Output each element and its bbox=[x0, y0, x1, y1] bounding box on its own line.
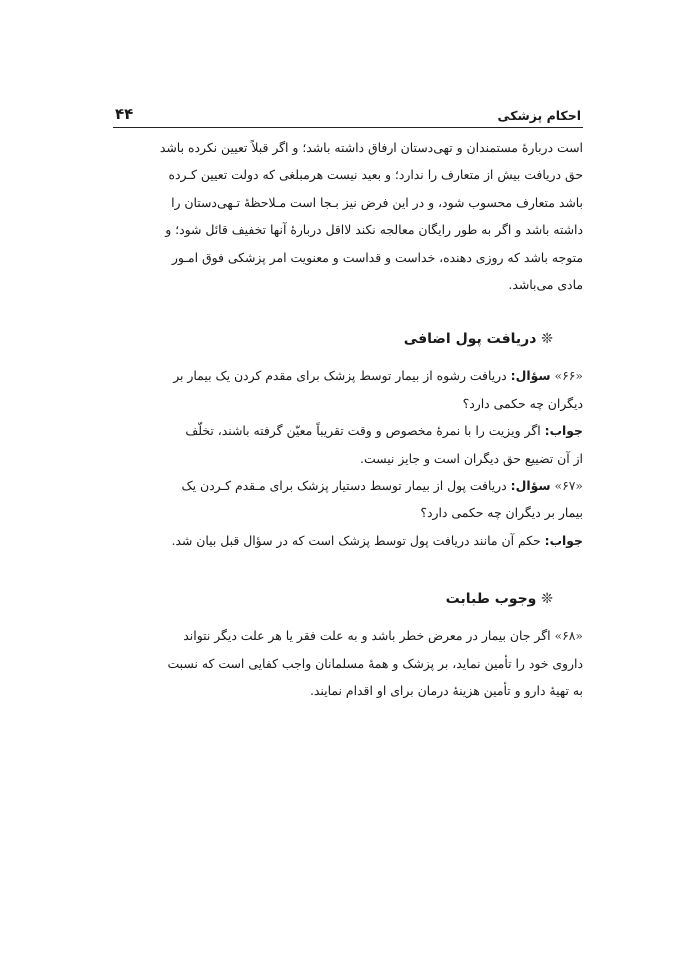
answer-66 bbox=[113, 417, 583, 444]
ruling-68 bbox=[113, 622, 583, 704]
ruling-number: «۶۸» bbox=[554, 628, 583, 644]
ruling-68-cont: داروی خود را تأمین نماید، بر پزشک و همۀ مسلمانان واجب کفایی است که نسبت bbox=[167, 655, 583, 671]
question-66-cont: دیگران چه حکمی دارد؟ bbox=[462, 395, 583, 411]
question-67-cont: بیمار بر دیگران چه حکمی دارد؟ bbox=[420, 505, 583, 521]
ruling-68-cont: به تهیۀ دارو و تأمین هزینۀ درمان برای او اقدام نمایند. bbox=[309, 683, 583, 699]
ruling-68-line bbox=[113, 622, 583, 649]
text-line: حق دریافت بیش از متعارف را ندارد؛ و بعید نیست هرمبلغی که دولت تعیین کـرده bbox=[168, 167, 583, 183]
intro-paragraph bbox=[113, 134, 583, 298]
question-text: دریافت رشوه از بیمار توسط پزشک برای مقدم کردن یک بیمار بر bbox=[173, 368, 511, 384]
text-line: است دربارۀ مستمندان و تهی‌دستان ارفاق داشته باشد؛ و اگر قبلاً تعیین نکرده باشد bbox=[159, 140, 583, 155]
ruling-text: اگر جان بیمار در معرض خطر باشد و به علت فقر یا هر علت دیگر نتواند bbox=[183, 628, 555, 644]
text-line: متوجه باشد که روزی دهنده، خداست و قداست و معنویت امر پزشکی فوق امـور bbox=[171, 249, 583, 265]
text-line: باشد متعارف محسوب شود، و در این فرض نیز بـجا است مـلاحظۀ تـهی‌دستان را bbox=[171, 194, 583, 210]
page-number: ۴۴ bbox=[115, 105, 134, 123]
question-number: «۶۷» bbox=[554, 478, 583, 494]
question-label: سؤال: bbox=[510, 478, 551, 494]
question-66 bbox=[113, 362, 583, 389]
question-text: دریافت پول از بیمار توسط دستیار پزشک برای مـقدم کـردن یک bbox=[181, 478, 511, 494]
answer-text: اگر ویزیت را با نمرۀ مخصوص و وقت تقریباً معیّن گرفته باشند، تخلّف bbox=[185, 423, 545, 439]
text-line: مادی می‌باشد. bbox=[508, 277, 583, 293]
section-heading-extra-payment: ❊ دریافت پول اضافی bbox=[403, 331, 553, 348]
qa-block-extra-payment bbox=[113, 362, 583, 554]
question-number: «۶۶» bbox=[554, 368, 583, 384]
answer-text: حکم آن مانند دریافت پول توسط پزشک است که در سؤال قبل بیان شد. bbox=[171, 532, 545, 548]
answer-label: جواب: bbox=[544, 532, 583, 548]
section-heading-medical-duty: ❊ وجوب طبابت bbox=[445, 591, 553, 608]
question-67 bbox=[113, 472, 583, 499]
book-title: احکام پزشکی bbox=[497, 108, 581, 123]
answer-label: جواب: bbox=[544, 423, 583, 439]
question-label: سؤال: bbox=[510, 368, 551, 384]
answer-67 bbox=[113, 527, 583, 554]
running-header bbox=[113, 92, 583, 128]
answer-66-cont: از آن تضییع حق دیگران است و جایز نیست. bbox=[360, 450, 583, 466]
document-page bbox=[113, 92, 583, 705]
text-line: داشته باشد و اگر به طور رایگان معالجه نکند لااقل دربارۀ آنها تخفیف قائل شود؛ و bbox=[165, 222, 583, 238]
